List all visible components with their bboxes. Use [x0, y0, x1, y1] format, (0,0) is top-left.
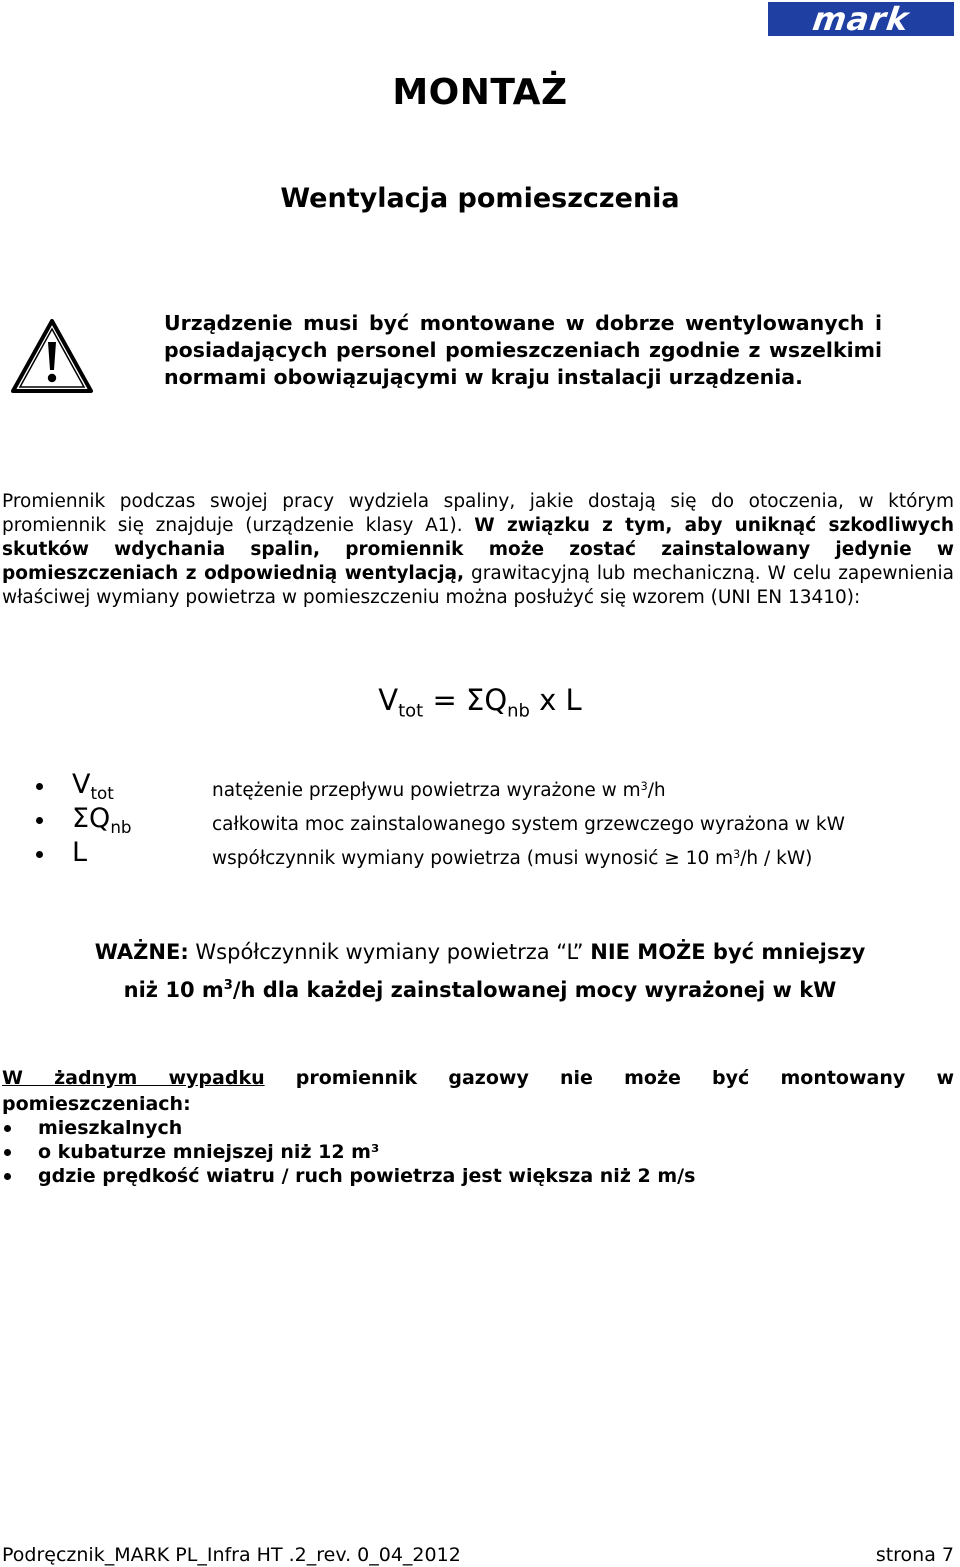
bullet-icon [4, 1125, 11, 1132]
restriction-underlined: W żadnym wypadku [2, 1067, 265, 1089]
ventilation-paragraph [2, 490, 954, 610]
definition-text [212, 806, 845, 840]
important-line2b: /h dla każdej zainstalowanej mocy wyrażonej w kW [232, 977, 837, 1002]
definition-sup: 3 [640, 780, 648, 793]
bullet-icon [36, 783, 43, 790]
bullet-icon [36, 817, 43, 824]
definition-text [212, 840, 812, 874]
definition-item [36, 768, 936, 802]
list-item-text: o kubaturze mniejszej niż 12 m³ [38, 1141, 380, 1163]
footer-doc-id: Podręcznik_MARK PL_Infra HT .2_rev. 0_04_2012 [2, 1544, 461, 1566]
list-item [2, 1116, 942, 1140]
restriction-line-1 [2, 1066, 954, 1090]
symbol-sub: tot [90, 782, 114, 803]
definition-item [36, 802, 936, 836]
formula-sigma: Σ [465, 683, 485, 717]
definition-main: współczynnik wymiany powietrza (musi wynosić ≥ 10 m [212, 848, 734, 870]
definition-symbol [72, 836, 87, 878]
warning-triangle-icon [10, 318, 94, 394]
important-label: WAŻNE: [94, 940, 189, 964]
definition-main: natężenie przepływu powietrza wyrażone w m [212, 780, 641, 802]
warning-text: Urządzenie musi być montowane w dobrze wentylowanych i posiadających personel pomieszczeniach zgodnie z wszelkimi normami obowiązującymi w kraju instalacji urządzenia. [164, 311, 882, 389]
definition-list [36, 768, 936, 870]
list-item-text: mieszkalnych [38, 1117, 183, 1139]
definition-after: /h [647, 780, 666, 802]
logo-trademark: ® [947, 2, 955, 11]
list-item-text: gdzie prędkość wiatru / ruch powietrza jest większa niż 2 m/s [38, 1165, 696, 1187]
important-line-2 [0, 969, 960, 1007]
bullet-icon [4, 1149, 11, 1156]
restriction-line-2: pomieszczeniach: [2, 1093, 191, 1115]
definition-sup: 3 [733, 848, 741, 861]
list-item [2, 1164, 942, 1188]
paragraph-part3: grawitacyjną lub mechaniczną. W celu zapewnienia właściwej wymiany powietrza w pomieszczeniu można posłużyć się wzorem (UNI EN 13410): [2, 563, 954, 608]
formula-rest: x L [529, 683, 582, 717]
logo-text: mark [810, 0, 912, 38]
formula [0, 683, 960, 721]
important-line2a: niż 10 m [123, 977, 224, 1002]
important-sup: 3 [223, 978, 233, 993]
formula-q: Q [484, 683, 508, 717]
symbol-main: V [72, 769, 91, 800]
footer-page-number: strona 7 [875, 1544, 954, 1566]
formula-v: V [378, 683, 399, 717]
restriction-list [2, 1116, 942, 1188]
bullet-icon [36, 851, 43, 858]
definition-main: całkowita moc zainstalowanego system grzewczego wyrażona w kW [212, 814, 845, 836]
formula-eq: = [423, 683, 466, 717]
symbol-sub: nb [110, 816, 132, 837]
restriction-rest: promiennik gazowy nie może być montowany w [264, 1067, 954, 1089]
bullet-icon [4, 1173, 11, 1180]
section-title: Wentylacja pomieszczenia [280, 183, 680, 214]
important-line-1 [0, 936, 960, 969]
symbol-main: ΣQ [72, 803, 111, 834]
formula-q-sub: nb [507, 700, 530, 722]
definition-item [36, 836, 936, 870]
important-note [0, 936, 960, 1007]
formula-v-sub: tot [398, 700, 424, 722]
list-item [2, 1140, 942, 1164]
page-title: MONTAŻ [392, 72, 568, 113]
definition-text [212, 772, 666, 806]
paragraph-part1: Promiennik podczas swojej pracy wydziela spaliny, jakie dostają się do otoczenia, w którym promiennik się znajduje (urządzenie klasy A1). [2, 491, 954, 536]
symbol-main: L [72, 837, 88, 868]
logo-box [768, 2, 954, 36]
paragraph-bold: W związku z tym, aby uniknąć szkodliwych skutków wdychania spalin, promiennik może zostać zainstalowany jedynie w pomieszczeniach z odpowiednią wentylacją, [2, 515, 954, 584]
mark-logo [768, 2, 954, 36]
important-bold: NIE MOŻE być mniejszy [590, 940, 866, 964]
definition-after: /h / kW) [740, 848, 813, 870]
important-text: Współczynnik wymiany powietrza “L” [188, 940, 591, 964]
